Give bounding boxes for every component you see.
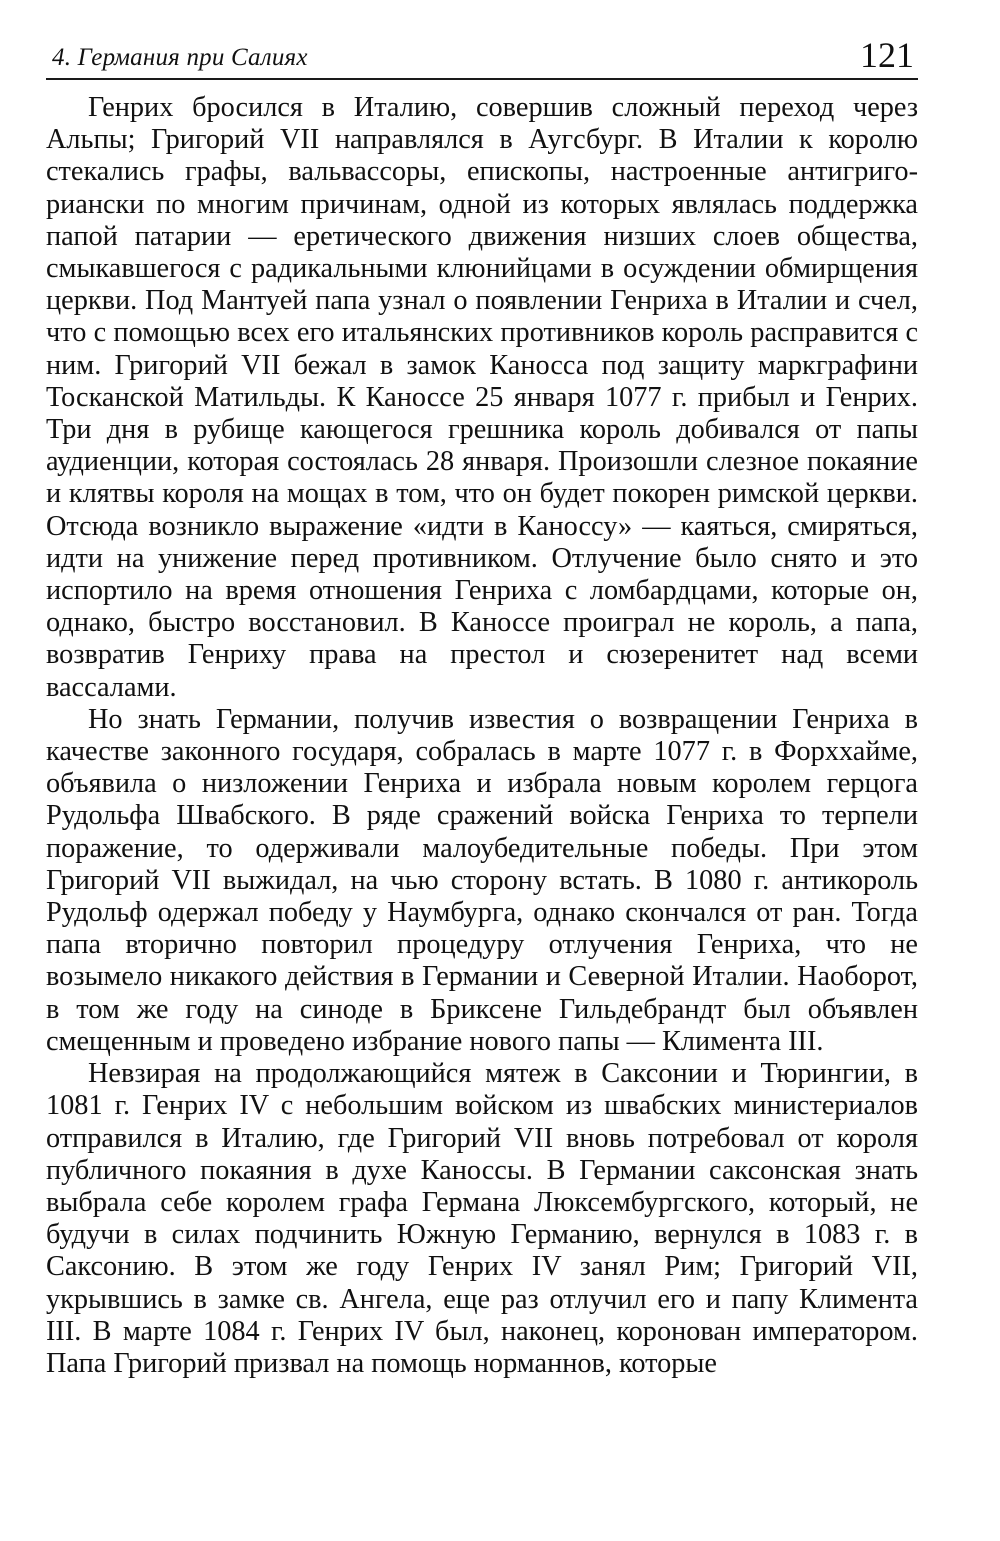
running-head — [46, 28, 918, 80]
paragraph: Но знать Германии, получив известия о возвращении Генриха в качестве законного государя, собралась в марте 1077 г. в Форххайме, объявила о низложении Генриха и избрала новым королем герцога Рудольфа Швабского. В ряде сражений войска Генриха то терпели поражение, то одерживали малоубедительные победы. При этом Григорий VII выжидал, на чью сторону встать. В 1080 г. антикороль Рудольф одержал победу у Наумбурга, однако скончался от ран. Тогда папа вторично повторил процедуру отлучения Генриха, что не возымело никакого действия в Германии и Северной Италии. Наоборот, в том же году на синоде в Бриксене Гильдебрандт был объявлен смещенным и проведено избрание нового папы — Климента III. — [46, 703, 918, 1057]
body-text — [46, 92, 918, 1380]
running-title: 4. Германия при Салиях — [52, 44, 308, 71]
paragraph: Невзирая на продолжающийся мятеж в Саксонии и Тюрингии, в 1081 г. Генрих IV с небольшим войском из швабских министериалов отправился в Италию, где Григорий VII вновь потребовал от короля публичного покаяния в духе Каноссы. В Германии саксонская знать выбрала себе королем графа Германа Люксембургского, который, не будучи в силах подчинить Южную Германию, вернулся в 1083 г. в Саксонию. В этом же году Генрих IV занял Рим; Григорий VII, укрывшись в замке св. Ангела, еще раз отлучил его и папу Климента III. В марте 1084 г. Генрих IV был, наконец, коронован императором. Папа Григорий призвал на помощь норманнов, которые — [46, 1058, 918, 1379]
paragraph: Генрих бросился в Италию, совершив сложный переход через Альпы; Григорий VII направлялся в Аугсбург. В Италии к королю стекались графы, вальвассоры, епископы, настроенные антигригориански по многим причинам, одной из которых являлась поддержка папой патарии — еретического движения низших слоев общества, смыкавшегося с радикальными клюнийцами в осуждении обмирщения церкви. Под Мантуей папа узнал о появлении Генриха в Италии и счел, что с помощью всех его итальянских противников король расправится с ним. Григорий VII бежал в замок Каносса под защиту маркграфини Тосканской Матильды. К Каноссе 25 января 1077 г. прибыл и Генрих. Три дня в рубище кающегося грешника король добивался от папы аудиенции, которая состоялась 28 января. Произошли слезное покаяние и клятвы короля на мощах в том, что он будет покорен римской церкви. Отсюда возникло выражение «идти в Каноссу» — каяться, смиряться, идти на унижение перед противником. Отлучение было снято и это испортило на время отношения Генриха с ломбардцами, которые он, однако, быстро восстановил. В Каноссе проиграл не король, а папа, возвратив Генриху права на престол и сюзеренитет над всеми вассалами. — [46, 92, 918, 703]
book-page — [46, 28, 918, 1380]
page-number: 121 — [860, 35, 914, 75]
